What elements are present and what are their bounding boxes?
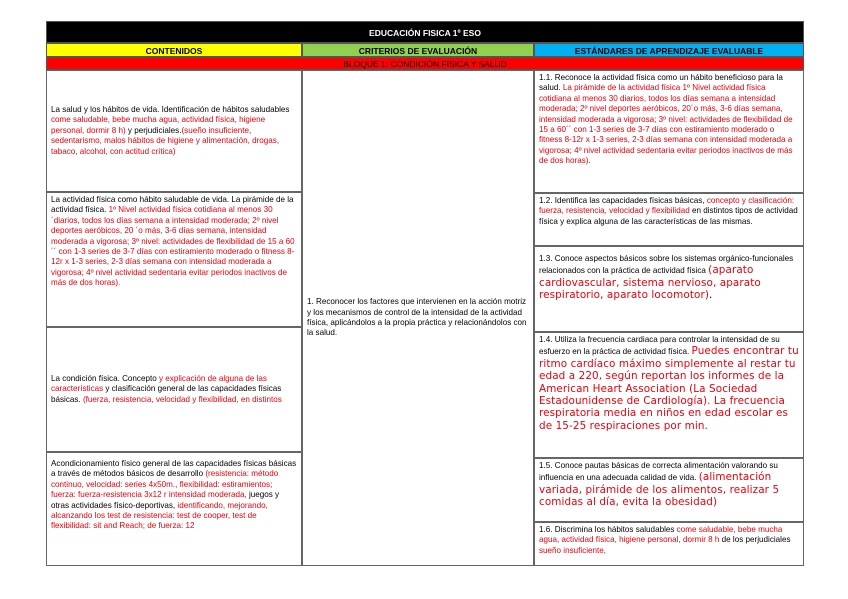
text-run: de los perjudiciales	[719, 535, 791, 545]
text-run: 1.6. Discrimina los hábitos saludables	[539, 525, 677, 534]
text-run-red: 1º Nivel actividad física cotidiana al menos 30´diarios, todos los días semana a intensidad moderada; 2º nivel deportes aeróbicos, 20 ´o más, 3-6 días semana, intensidad moderada a vigorosa; 3º nivel: actividades de flexibilidad de 15 a 60´´ con 1-3 series de 3-7 días con estiramiento moderado o fitness 8-12r x 1-3 series, 2-3 días semana con intensidad moderada a vigorosa; 4º nivel actividad sedentaria evitar periodos inactivos de más de dos horas).	[51, 205, 295, 288]
text-run: y perjudiciales.	[125, 125, 182, 135]
estandar-cell-1-6	[534, 522, 804, 566]
text-run: 1.1. Reconoce la actividad física como un hábito beneficioso para la salud.	[539, 73, 783, 93]
text-run-red: (alimentación variada, pirámide de los alimentos, realizar 5 comidas al día, evita la obesidad)	[539, 471, 780, 509]
text-run-red: come saludable, bebe mucha agua, actividad física, higiene personal, dormir 8 h)	[51, 115, 266, 135]
text-run: y clasificación general de las capacidades físicas básicas.	[51, 384, 282, 404]
contenido-cell-4	[46, 452, 302, 566]
text-run-red: come saludable, bebe mucha agua, actividad física, higiene personal, dormir 8 h	[539, 525, 783, 545]
table-title: EDUCACIÓN FISICA 1º ESO	[46, 21, 804, 43]
text-run-red: (aparato cardiovascular, sistema nervioso, aparato respiratorio, aparato locomotor)	[539, 264, 761, 302]
text-run-red: y explicación de alguna de las características	[51, 373, 267, 394]
header-contenidos: CONTENIDOS	[46, 43, 302, 57]
header-estandares: ESTÁNDARES DE APRENDIZAJE EVALUABLE	[534, 43, 804, 57]
estandar-cell-1-5	[534, 458, 804, 522]
estandar-cell-1-3	[534, 246, 804, 332]
text-run: Acondicionamiento físico general de las capacidades físicas básicas a través de métodos básicos de desarrollo	[51, 459, 297, 479]
text-run-red: concepto y clasificación: fuerza, resistencia, velocidad y flexibilidad	[539, 196, 795, 216]
text-run: 1.4. Utiliza la frecuencia cardiaca para controlar la intensidad de su esfuerzo en la práctica de actividad física.	[539, 335, 780, 357]
text-run: La salud y los hábitos de vida. Identificación de hábitos saludables	[51, 104, 290, 114]
estandar-cell-1-2	[534, 193, 804, 246]
text-run: La actividad física como hábito saludable de vida. La pirámide de la actividad física.	[51, 195, 294, 215]
header-criterios: CRITERIOS DE EVALUACIÓN	[302, 43, 534, 57]
curriculum-table	[46, 21, 804, 583]
text-run-red: sueño insuficiente,	[539, 545, 607, 555]
block-heading: BLOQUE 1: CONDICIÓN FISICA Y SALUD	[46, 57, 804, 70]
text-run: 1.3. Conoce aspectos básicos sobre los sistemas orgánico-funcionales relacionados con la práctica de actividad física	[539, 254, 794, 276]
text-run: La condición física. Concepto	[51, 373, 157, 383]
text-run-red: identificando, mejorando, alcanzando los test de resistencia: test de cooper, test de flexibilidad: sit and Reach; de fuerza: 12	[51, 500, 268, 531]
contenido-cell-1	[46, 70, 302, 192]
text-run: juegos y otras actividades físico-deportivas,	[51, 490, 280, 510]
contenido-cell-3	[46, 327, 302, 452]
text-run: en distintos tipos de actividad física y explica alguna de las características de las mismas.	[539, 206, 798, 226]
text-run-red: (sueño insuficiente, sedentarismo, malos hábitos de higiene y alimentación, drogas, tabaco, alcohol, con actitud crítica)	[51, 125, 280, 156]
text-run: 1.5. Conoce pautas básicas de correcta alimentación valorando su influencia en una adecuada calidad de vida.	[539, 461, 778, 483]
criterio-text: 1. Reconocer los factores que intervienen en la acción motriz y los mecanismos de control de la intensidad de la actividad física, aplicándolos a la propia práctica y relacionándolos con la salud.	[307, 297, 527, 338]
estandar-cell-1-1	[534, 70, 804, 193]
text-run: .	[708, 289, 713, 302]
table-body	[46, 70, 804, 583]
text-run-red: (fuerza, resistencia, velocidad y flexibilidad, en distintos	[82, 394, 282, 404]
estandar-cell-1-4	[534, 332, 804, 458]
text-run: 1.2. Identifica las capacidades físicas básicas,	[539, 196, 707, 205]
criterio-cell	[302, 70, 534, 566]
text-run-red: La pirámide de la actividad física 1º Nivel actividad física cotidiana al menos 30 diarios, todos los días semana a intensidad moderada; 2º nivel deportes aeróbicos, 20´o más, 3-6 días semana, intensidad moderada a vigorosa; 3º nivel: actividades de flexibilidad de 15 a 60´´ con 1-3 series de 3-7 días con estiramiento moderado o fitness 8-12r x 1-3 series, 2-3 días semana con intensidad moderada a vigorosa; 4º nivel actividad sedentaria evitar periodos inactivos de más de dos horas).	[539, 83, 793, 166]
text-run-red: Puedes encontrar tu ritmo cardíaco máximo simplemente al restar tu edad a 220, según reportan los informes de la American Heart Association (La Sociedad Estadounidense de Cardiología). La frecuencia respiratoria media en niños en edad escolar es de 15-25 respiraciones por min.	[539, 345, 799, 432]
text-run-red: (resistencia: método continuo, velocidad: series 4x50m., flexibilidad: estiramientos; fuerza: fuerza-resistencia 3x12 r intensidad moderada,	[51, 469, 279, 500]
contenido-cell-2	[46, 192, 302, 327]
